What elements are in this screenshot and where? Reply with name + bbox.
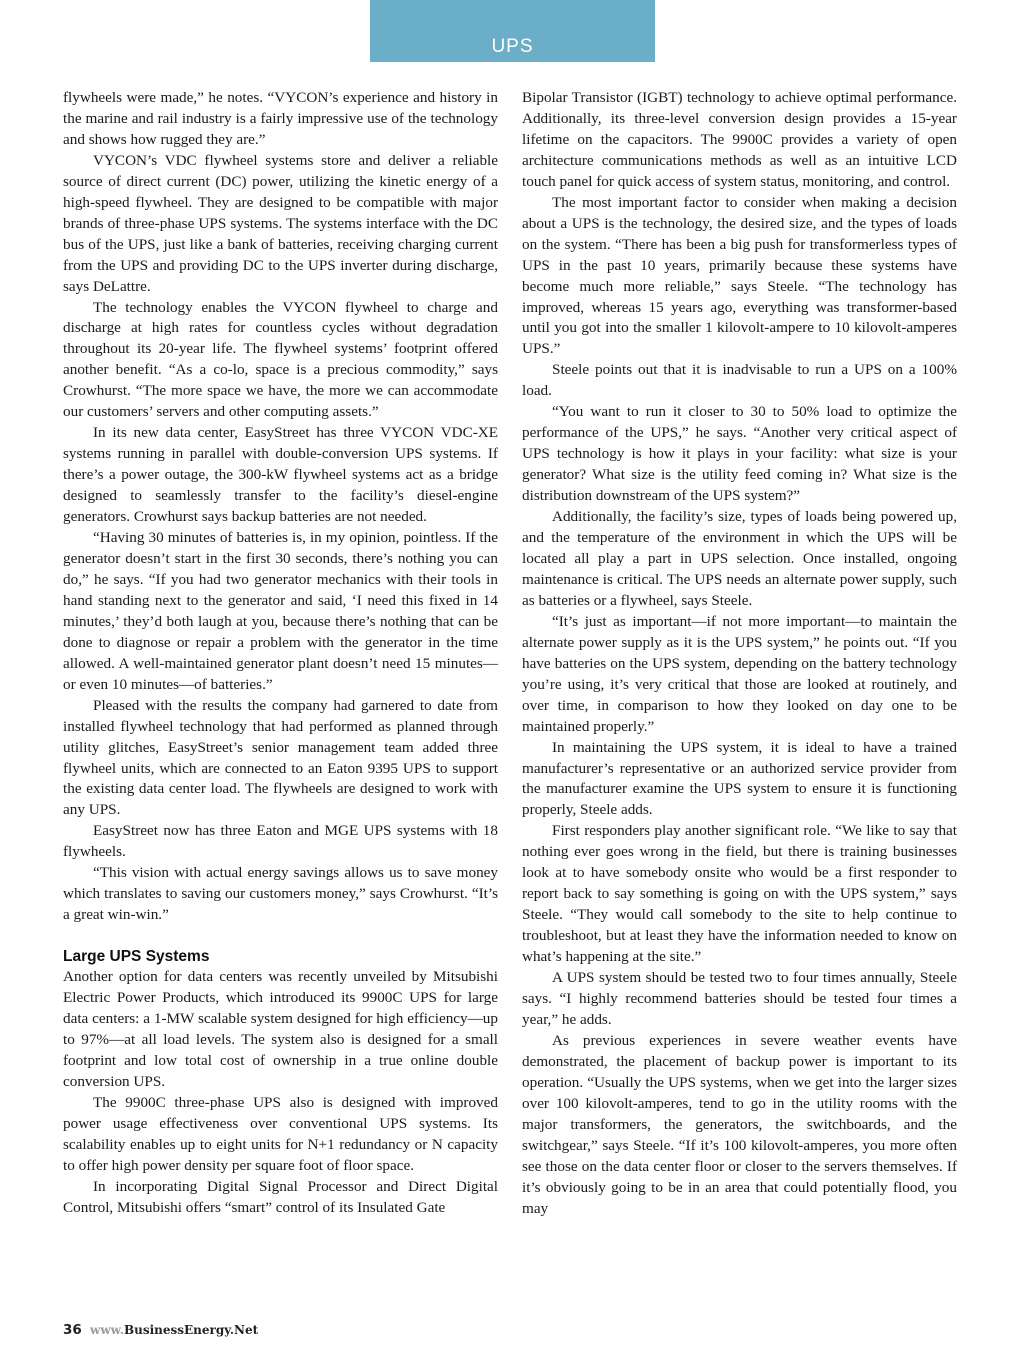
body-paragraph: Pleased with the results the company had garnered to date from installed flywheel technology that had performed as planned through utility glitches, EasyStreet’s senior management team added three flywheel units, which are connected to an Eaton 9395 UPS to support the existing data center load. The flywheels are designed to work with any UPS. (63, 696, 498, 819)
right-paragraphs (522, 88, 957, 1219)
body-paragraph: VYCON’s VDC flywheel systems store and deliver a reliable source of direct current (DC) power, utilizing the kinetic energy of a high-speed flywheel. They are designed to be compatible with major brands of three-phase UPS systems. The systems interface with the DC bus of the UPS, just like a bank of batteries, receiving charging current from the UPS and providing DC to the UPS inverter during discharge, says DeLattre. (63, 151, 498, 295)
body-paragraph: Steele points out that it is inadvisable to run a UPS on a 100% load. (522, 361, 957, 400)
body-paragraph: Another option for data centers was recently unveiled by Mitsubishi Electric Power Products, which introduced its 9900C UPS for large data centers: a 1-MW scalable system designed for high efficiency—up to 97%—at all load levels. The system also is designed for a small footprint and low total cost of ownership in a true online double conversion UPS. (63, 968, 498, 1090)
website-prefix: www. (89, 1323, 124, 1337)
left-paragraphs-after-heading (63, 967, 498, 1218)
section-label: UPS (491, 36, 534, 57)
body-paragraph: The technology enables the VYCON flywheel to charge and discharge at high rates for countless cycles without degradation throughout its 20-year life. The flywheel systems’ footprint offered another benefit. “As a co-lo, space is a precious commodity,” says Crowhurst. “The more space we have, the more we can accommodate our customers’ servers and other computing assets.” (63, 298, 498, 421)
website-link[interactable] (90, 1323, 258, 1337)
body-paragraph: “This vision with actual energy savings allows us to save money which translates to saving our customers money,” says Crowhurst. “It’s a great win-win.” (63, 864, 498, 924)
section-tab (370, 0, 655, 62)
body-paragraph: The most important factor to consider when making a decision about a UPS is the technology, the desired size, and the types of loads on the system. “There has been a big push for transformerless types of UPS in the past 10 years, primarily because these systems have become much more reliable,” says Steele. “The technology has improved, whereas 15 years ago, everything was transformer-based until you got into the smaller 1 kilovolt-ampere to 10 kilovolt-amperes UPS.” (522, 193, 957, 358)
body-paragraph: flywheels were made,” he notes. “VYCON’s experience and history in the marine and rail industry is a fairly impressive use of the technology and shows how rugged they are.” (63, 89, 498, 148)
left-column (63, 88, 498, 1219)
body-paragraph: First responders play another significant role. “We like to say that nothing ever goes wrong in the field, but there is training businesses look at to have somebody onsite who would be a first responder to report back to say something is going on with the UPS system,” says Steele. “They would call somebody to the site to help continue to troubleshoot, but at least they have the information needed to know on what’s happening at the site.” (522, 822, 957, 966)
body-paragraph: As previous experiences in severe weather events have demonstrated, the placement of backup power is important to its operation. “Usually the UPS systems, when we get into the larger sizes over 100 kilovolt-amperes, tend to go in the utility rooms with the major transformers, the generators, the switchboards, and the switchgear,” says Steele. “If it’s 100 kilovolt-amperes, you more often see those on the data center floor or closer to the servers themselves. If it’s obviously going to be in an area that could potentially flood, you may (522, 1031, 957, 1217)
left-paragraphs-before-heading (63, 88, 498, 926)
body-paragraph: The 9900C three-phase UPS also is designed with improved power usage effectiveness over conventional UPS systems. Its scalability enables up to eight units for N+1 redundancy or N capacity to offer high power density per square foot of floor space. (63, 1093, 498, 1174)
body-paragraph: “Having 30 minutes of batteries is, in my opinion, pointless. If the generator doesn’t start in the first 30 seconds, there’s nothing you can do,” he says. “If you had two generator mechanics with their tools in hand standing next to the generator and said, ‘I need this fixed in 14 minutes,’ they’d both laugh at you, because there’s nothing that can be done to diagnose or repair a problem with the generator in the time allowed. A well-maintained generator plant doesn’t need 15 minutes—or even 10 minutes—of batteries.” (63, 529, 498, 693)
body-paragraph: In incorporating Digital Signal Processor and Direct Digital Control, Mitsubishi offers “smart” control of its Insulated Gate (63, 1177, 498, 1216)
body-paragraph: EasyStreet now has three Eaton and MGE UPS systems with 18 flywheels. (63, 822, 498, 861)
body-paragraph: Additionally, the facility’s size, types of loads being powered up, and the temperature of the environment in which the UPS will be located all play a part in UPS selection. Once installed, ongoing maintenance is critical. The UPS needs an alternate power supply, such as batteries or a flywheel, says Steele. (522, 508, 957, 609)
body-paragraph: In its new data center, EasyStreet has three VYCON VDC-XE systems running in parallel with double-conversion UPS systems. If there’s a power outage, the 300-kW flywheel systems act as a bridge designed to seamlessly transfer to the facility’s diesel-engine generators. Crowhurst says backup batteries are not needed. (63, 424, 498, 526)
body-paragraph: A UPS system should be tested two to four times annually, Steele says. “I highly recommend batteries should be tested four times a year,” he adds. (522, 969, 957, 1028)
page-number: 36 (63, 1322, 82, 1338)
body-paragraph: “You want to run it closer to 30 to 50% load to optimize the performance of the UPS,” he says. “Another very critical aspect of UPS technology is how it plays in your facility: what size is your generator? What size is the utility feed coming in? What size is the distribution downstream of the UPS system?” (522, 403, 957, 505)
body-paragraph: Bipolar Transistor (IGBT) technology to achieve optimal performance. Additionally, its three-level conversion design provides a 15-year lifetime on the capacitors. The 9900C provides a variety of open architecture communications methods as well as an intuitive LCD touch panel for quick access of system status, monitoring, and control. (522, 89, 957, 190)
section-heading: Large UPS Systems (63, 948, 210, 966)
body-paragraph: “It’s just as important—if not more important—to maintain the alternate power supply as it is the UPS system,” he points out. “If you have batteries on the UPS system, depending on the battery technology you’re using, it’s very critical that those are looked at routinely, and over time, in comparison to how they looked on day one to be maintained properly.” (522, 612, 957, 735)
website-name: BusinessEnergy.Net (123, 1323, 259, 1337)
body-paragraph: In maintaining the UPS system, it is ideal to have a trained manufacturer’s representative or an authorized service provider from the manufacturer examine the UPS system to ensure it is functioning properly, Steele adds. (522, 738, 957, 819)
right-column (522, 88, 957, 1219)
page-footer (63, 1322, 258, 1338)
